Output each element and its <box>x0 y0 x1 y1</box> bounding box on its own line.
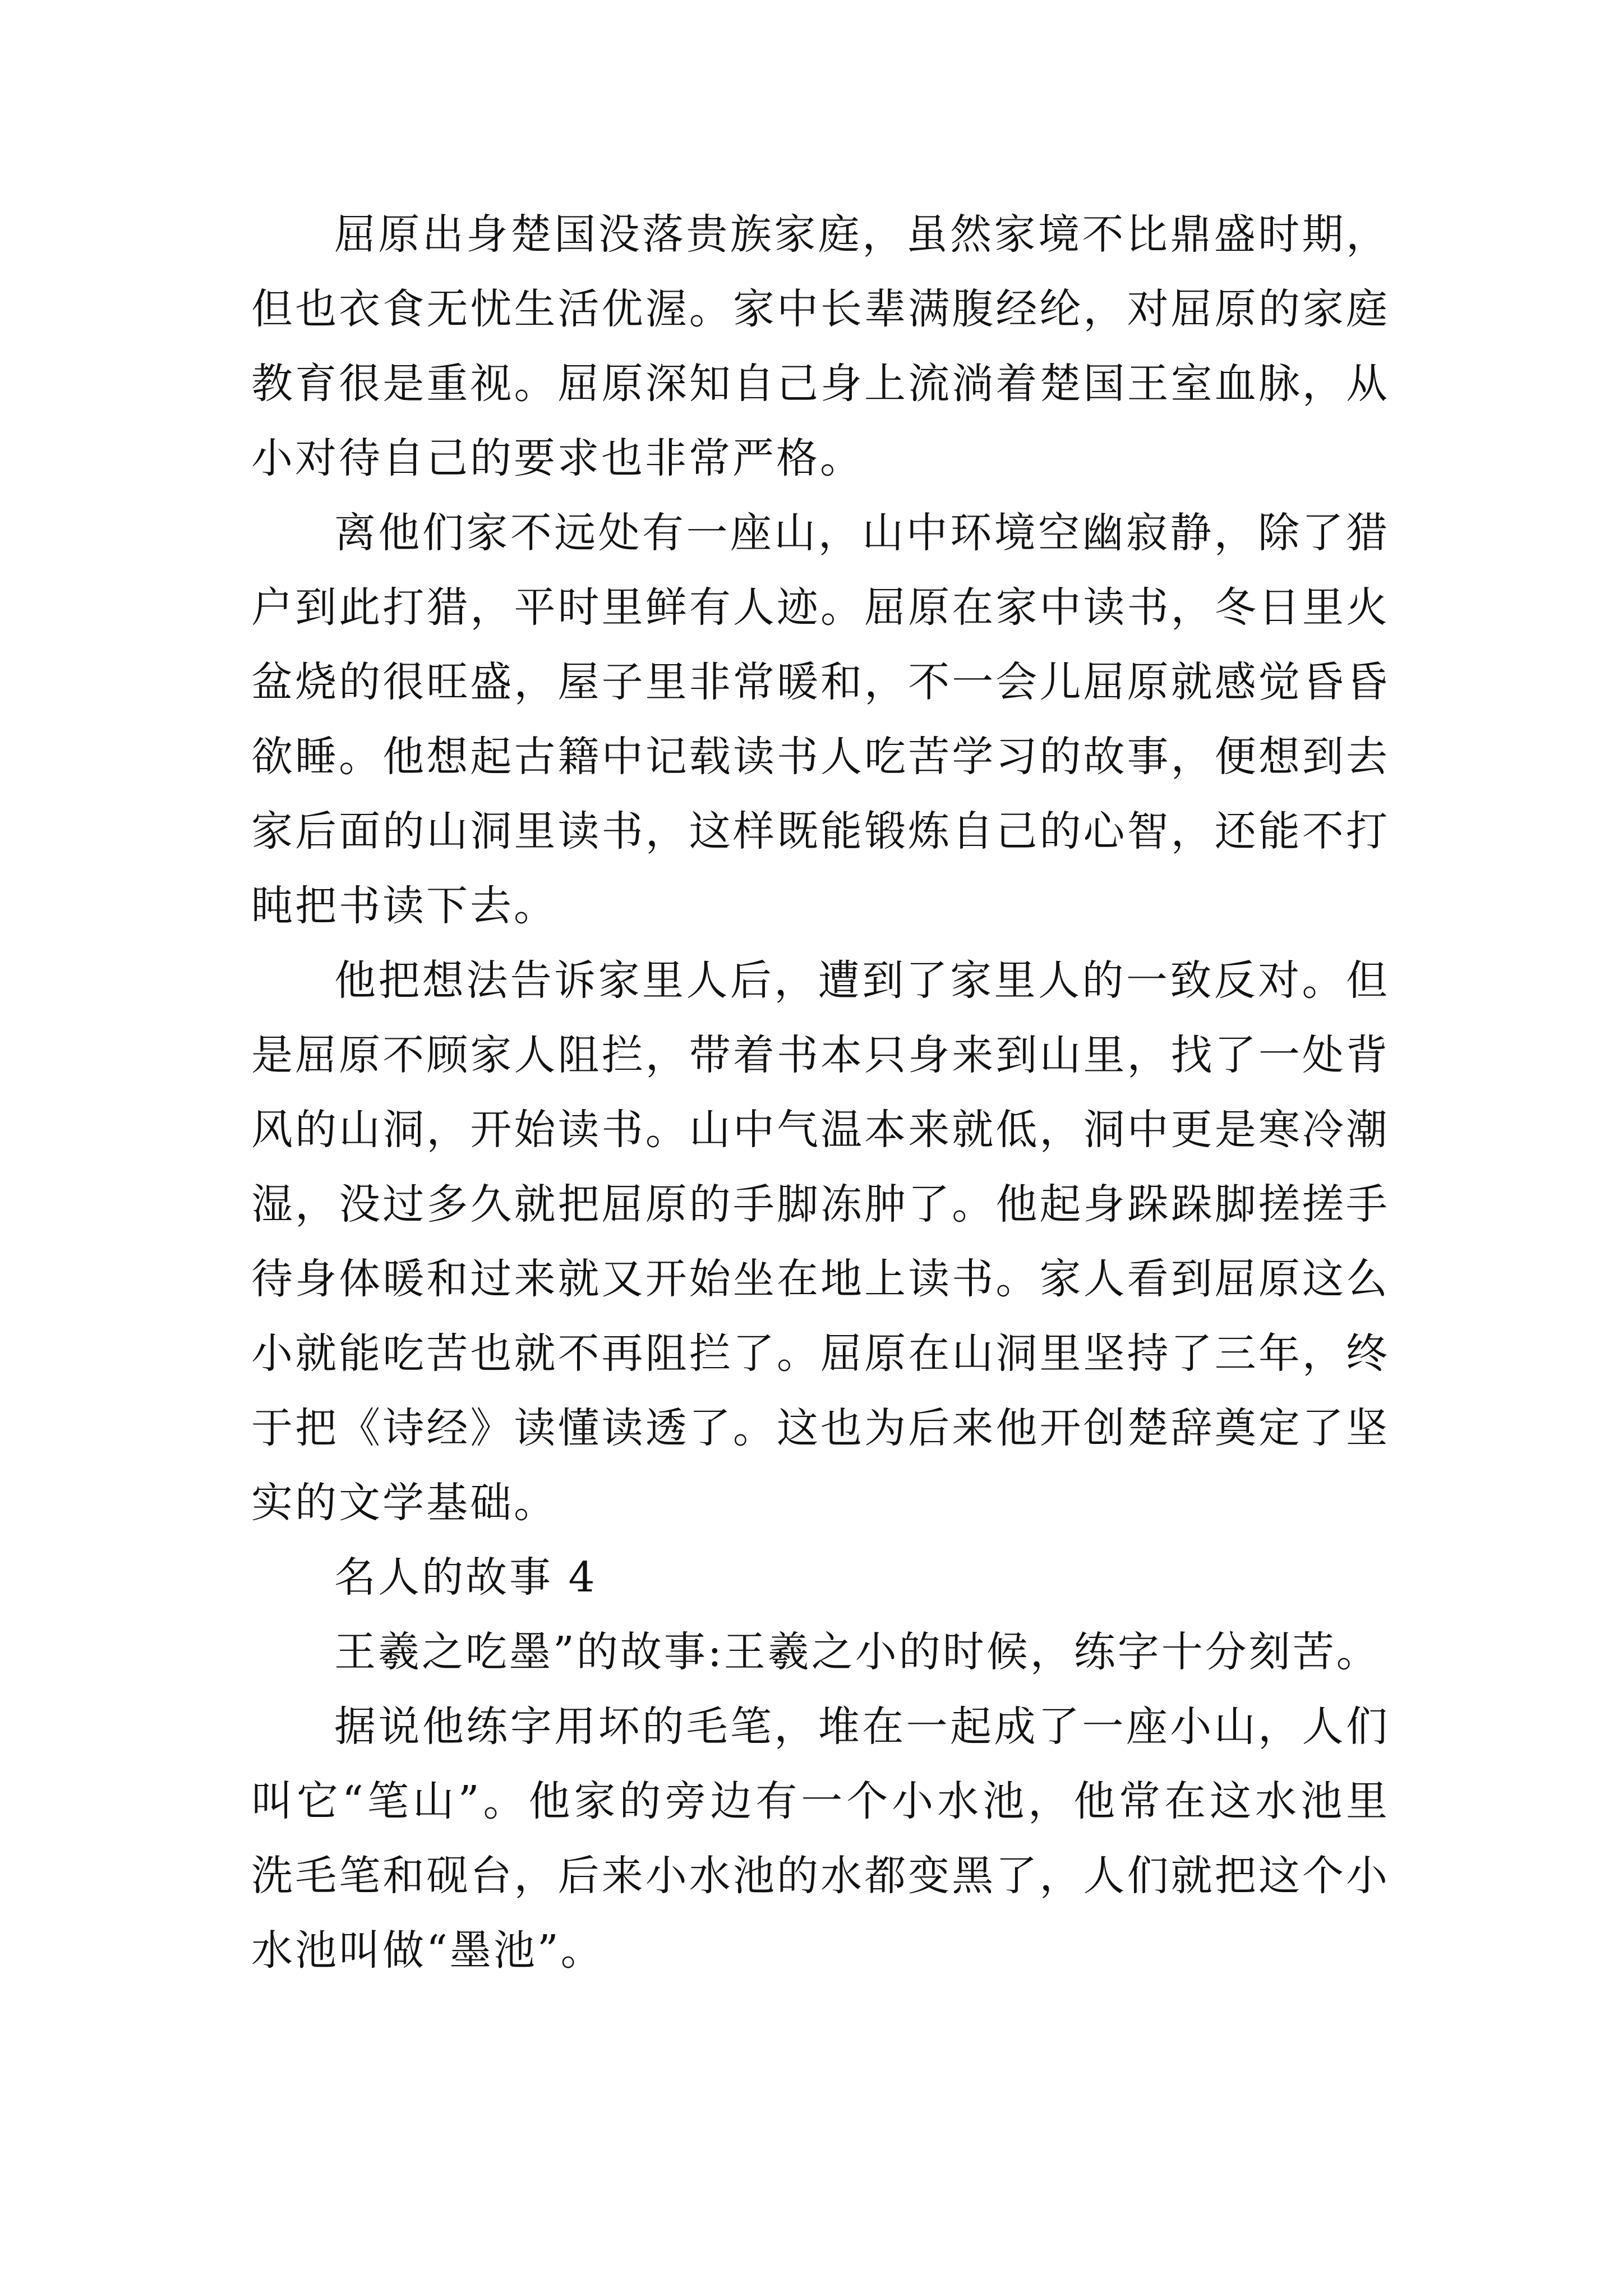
paragraph-quyuan-mountain: 离他们家不远处有一座山，山中环境空幽寂静，除了猎户到此打猎，平时里鲜有人迹。屈原在家中读书，冬日里火盆烧的很旺盛，屋子里非常暖和，不一会儿屈原就感觉昏昏欲睡。他想起古籍中记载读书人吃苦学习的故事，便想到去家后面的山洞里读书，这样既能锻炼自己的心智，还能不打盹把书读下去。 <box>251 509 1390 930</box>
paragraph-quyuan-cave: 他把想法告诉家里人后，遭到了家里人的一致反对。但是屈原不顾家人阻拦，带着书本只身来到山里，找了一处背风的山洞，开始读书。山中气温本来就低，洞中更是寒冷潮湿，没过多久就把屈原的手脚冻肿了。他起身跺跺脚搓搓手待身体暖和过来就又开始坐在地上读书。家人看到屈原这么小就能吃苦也就不再阻拦了。屈原在山洞里坚持了三年，终于把《诗经》读懂读透了。这也为后来他开创楚辞奠定了坚实的文学基础。 <box>251 956 1390 1527</box>
document-body <box>251 197 1390 1988</box>
paragraph-quyuan-family: 屈原出身楚国没落贵族家庭，虽然家境不比鼎盛时期，但也衣食无忧生活优渥。家中长辈满腹经纶，对屈原的家庭教育很是重视。屈原深知自己身上流淌着楚国王室血脉，从小对待自己的要求也非常严格。 <box>251 210 1390 482</box>
section-heading: 名人的故事 4 <box>334 1553 597 1602</box>
paragraph-wangxizhi-story: 据说他练字用坏的毛笔，堆在一起成了一座小山，人们叫它“笔山”。他家的旁边有一个小水池，他常在这水池里洗毛笔和砚台，后来小水池的水都变黑了，人们就把这个小水池叫做“墨池”。 <box>251 1703 1390 1975</box>
paragraph-wangxizhi-intro: 王羲之吃墨”的故事:王羲之小的时候，练字十分刻苦。 <box>334 1628 1380 1676</box>
